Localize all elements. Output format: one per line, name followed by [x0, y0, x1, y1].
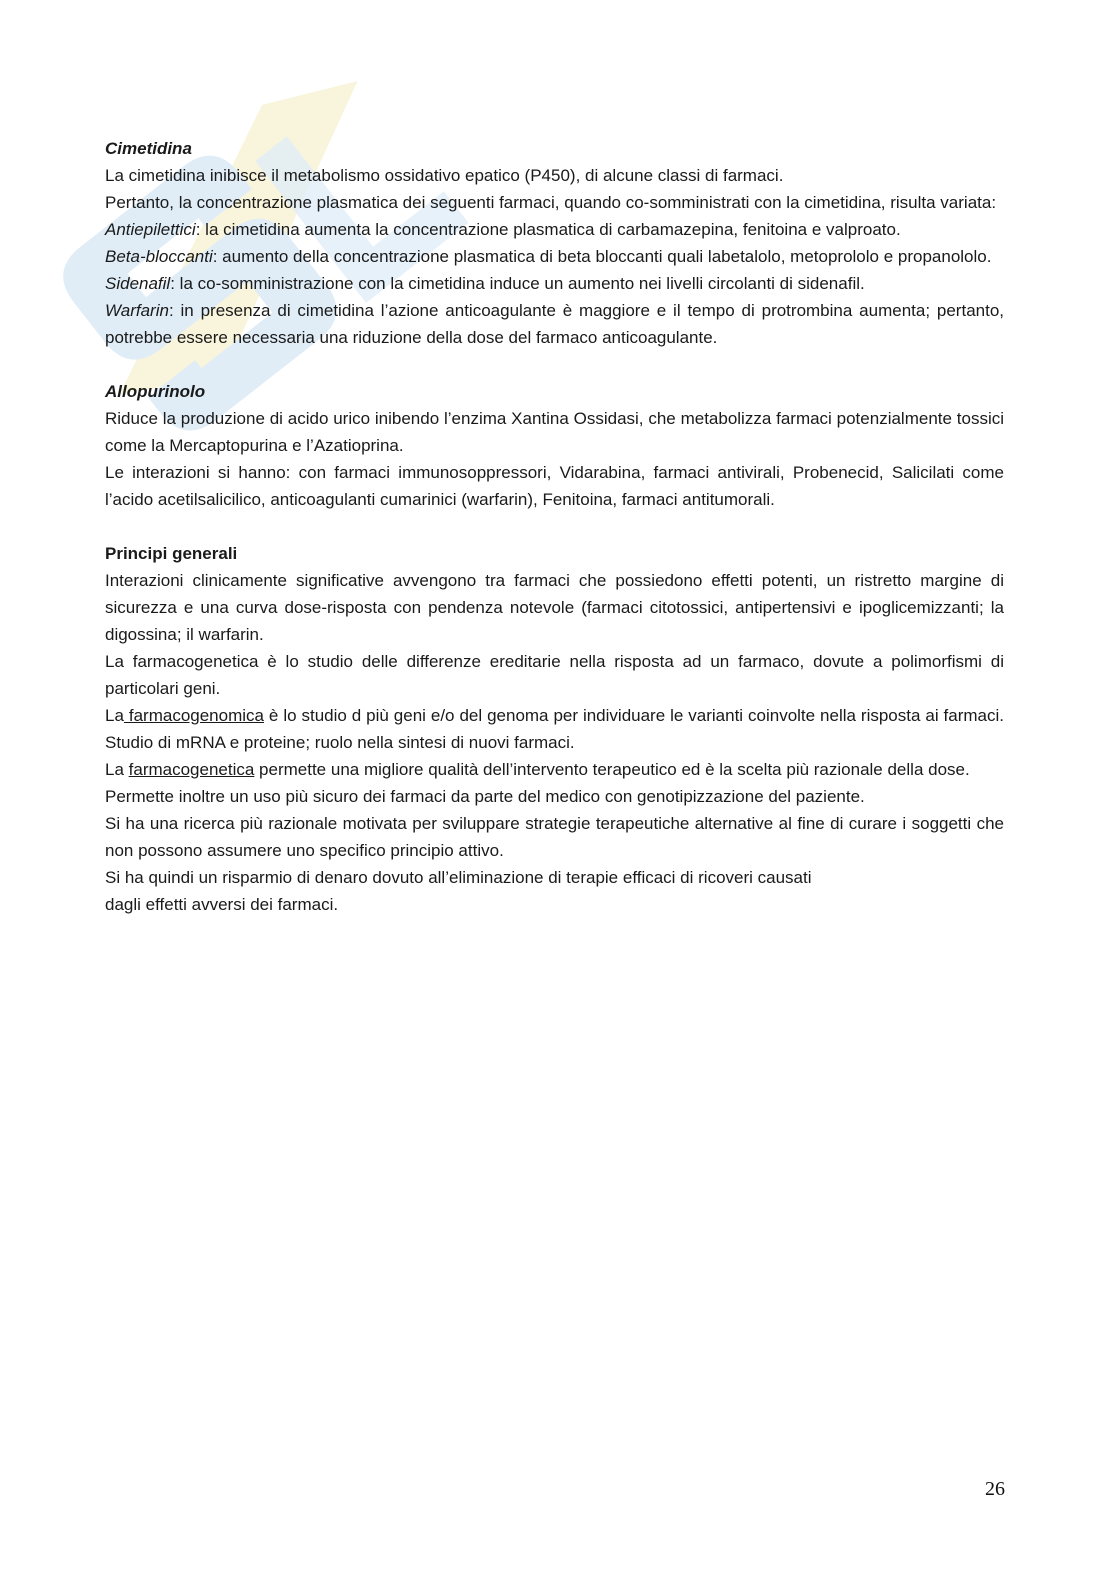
drug-item	[105, 243, 1004, 270]
term-farmacogenomica: farmacogenomica	[123, 706, 264, 725]
term-farmacogenetica: farmacogenetica	[128, 760, 255, 779]
paragraph: Permette inoltre un uso più sicuro dei farmaci da parte del medico con genotipizzazione del paziente.	[105, 787, 865, 806]
drug-item	[105, 270, 1004, 297]
drug-text: : in presenza di cimetidina l’azione anticoagulante è maggiore e il tempo di protrombina aumenta; pertanto, potrebbe essere necessaria una riduzione della dose del farmaco anticoagulante.	[105, 301, 1004, 347]
drug-label: Antiepilettici	[105, 220, 196, 239]
paragraph: Pertanto, la concentrazione plasmatica dei seguenti farmaci, quando co-somministrati con la cimetidina, risulta variata:	[105, 193, 997, 212]
page-number: 26	[985, 1478, 1005, 1500]
paragraph: Riduce la produzione di acido urico inibendo l’enzima Xantina Ossidasi, che metabolizza farmaci potenzialmente tossici come la Mercaptopurina e l’Azatioprina.	[105, 409, 1004, 455]
paragraph	[105, 702, 1004, 756]
drug-text: : la cimetidina aumenta la concentrazione plasmatica di carbamazepina, fenitoina e valproato.	[195, 220, 901, 239]
section-cimetidina	[105, 135, 1004, 351]
section-heading: Allopurinolo	[105, 382, 206, 401]
paragraph-text: La	[105, 706, 124, 725]
paragraph-text: è lo studio d più geni e/o del genoma per individuare le varianti coinvolte nella risposta ai farmaci. Studio di mRNA e proteine; ruolo nella sintesi di nuovi farmaci.	[105, 706, 1004, 752]
paragraph-text: La	[105, 760, 129, 779]
drug-label: Beta-bloccanti	[105, 247, 213, 266]
drug-item	[105, 297, 1004, 351]
paragraph	[105, 756, 1004, 783]
paragraph: Interazioni clinicamente significative avvengono tra farmaci che possiedono effetti potenti, un ristretto margine di sicurezza e una curva dose-risposta con pendenza notevole (farmaci citotossici, antipertensivi e ipoglicemizzanti; la digossina; il warfarin.	[105, 571, 1004, 644]
document-body	[105, 135, 1004, 945]
drug-text: : aumento della concentrazione plasmatica di beta bloccanti quali labetalolo, metoprololo e propanololo.	[212, 247, 992, 266]
paragraph: Le interazioni si hanno: con farmaci immunosoppressori, Vidarabina, farmaci antivirali, Probenecid, Salicilati come l’acido acetilsalicilico, anticoagulanti cumarinici (warfarin), Fenitoina, farmaci antitumorali.	[105, 463, 1004, 509]
paragraph-text: permette una migliore qualità dell’intervento terapeutico ed è la scelta più razionale della dose.	[254, 760, 970, 779]
drug-label: Sidenafil	[105, 274, 171, 293]
paragraph-line: Si ha quindi un risparmio di denaro dovuto all’eliminazione di terapie efficaci di ricoveri causati	[105, 868, 812, 887]
drug-item	[105, 216, 1004, 243]
paragraph: La farmacogenetica è lo studio delle differenze ereditarie nella risposta ad un farmaco, dovute a polimorfismi di particolari geni.	[105, 652, 1004, 698]
paragraph: Si ha una ricerca più razionale motivata per sviluppare strategie terapeutiche alternative al fine di curare i soggetti che non possono assumere uno specifico principio attivo.	[105, 814, 1004, 860]
paragraph-line: dagli effetti avversi dei farmaci.	[105, 895, 339, 914]
drug-text: : la co-somministrazione con la cimetidina induce un aumento nei livelli circolanti di sidenafil.	[170, 274, 865, 293]
drug-label: Warfarin	[105, 301, 169, 320]
section-heading: Cimetidina	[105, 139, 192, 158]
section-allopurinolo	[105, 378, 1004, 513]
paragraph: La cimetidina inibisce il metabolismo ossidativo epatico (P450), di alcune classi di farmaci.	[105, 166, 784, 185]
section-principi-generali	[105, 540, 1004, 918]
section-heading: Principi generali	[105, 544, 238, 563]
